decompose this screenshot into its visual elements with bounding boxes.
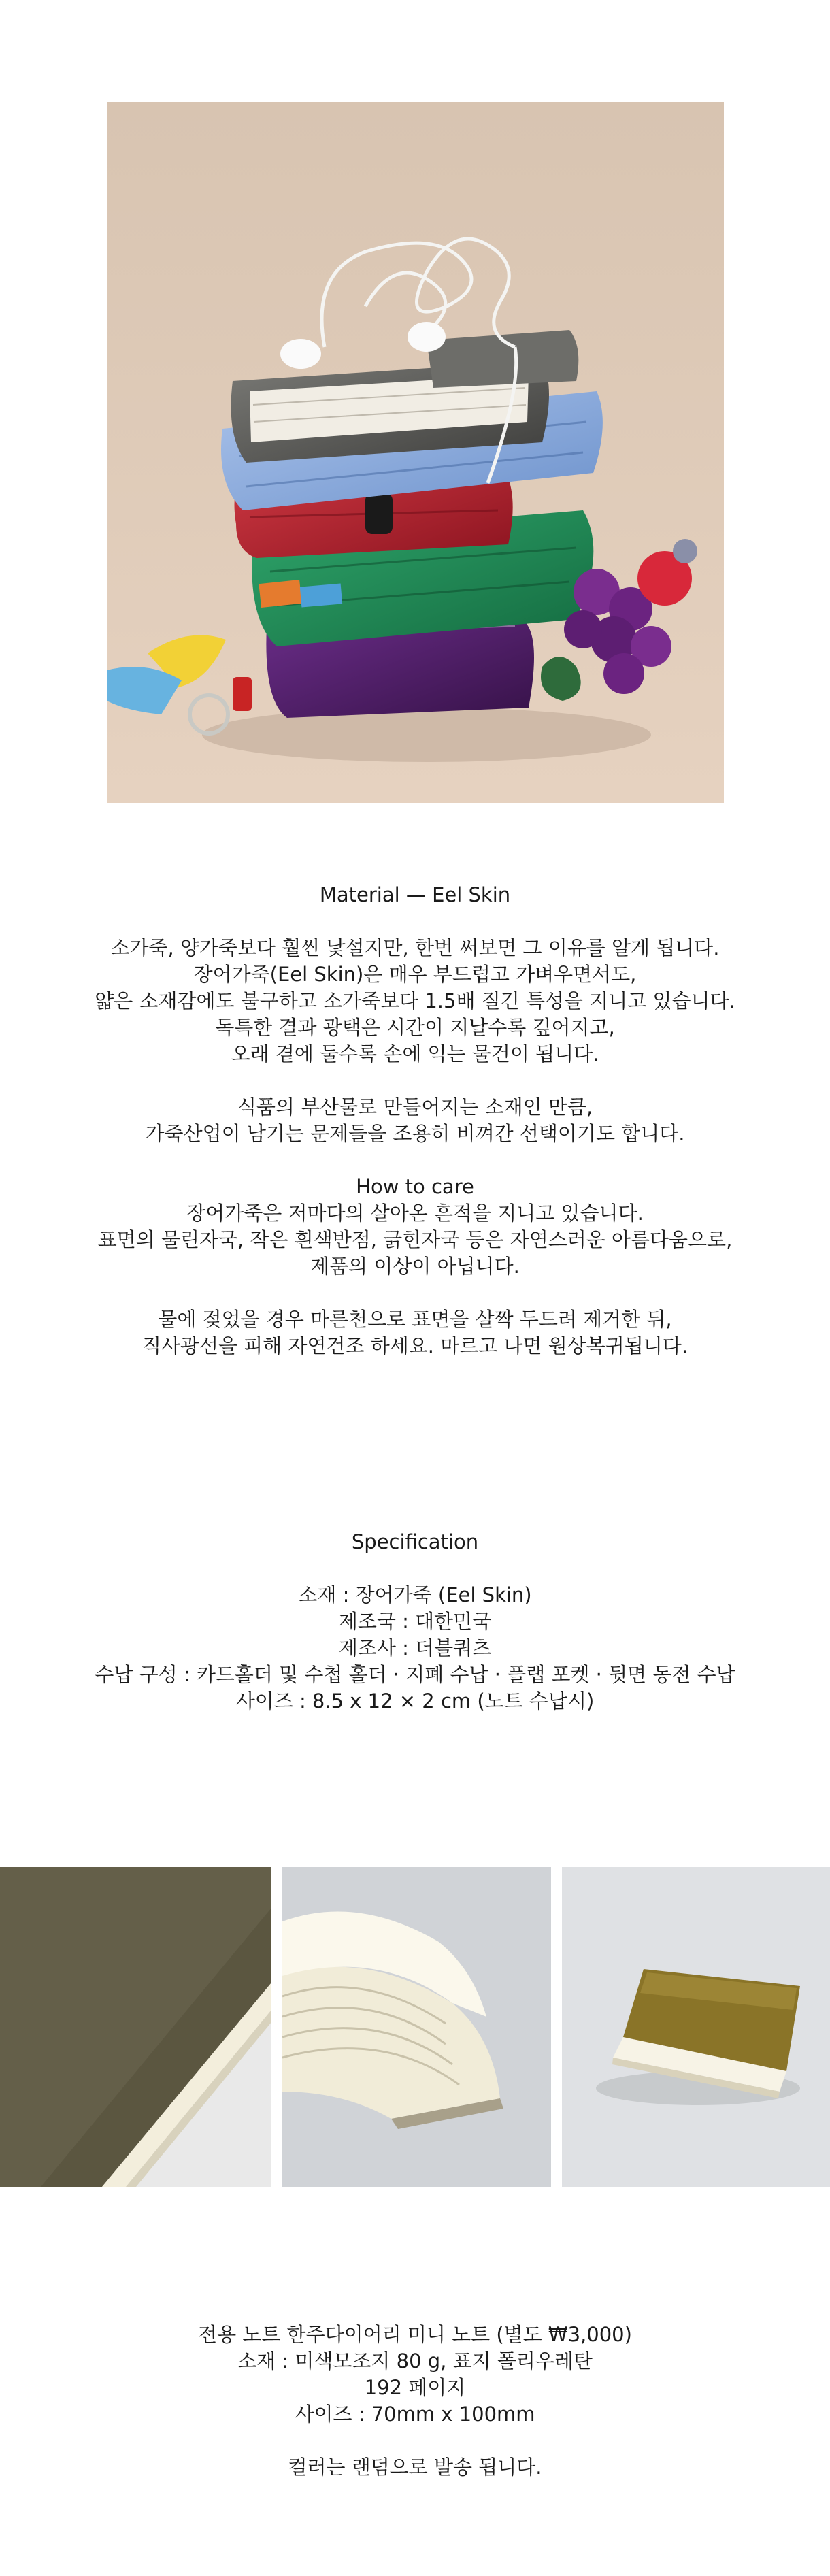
material-line: 독특한 결과 광택은 시간이 지날수록 깊어지고, <box>215 1016 615 1039</box>
notebook-closed-photo <box>562 1867 830 2187</box>
care-line: 장어가죽은 저마다의 살아온 흔적을 지니고 있습니다. <box>186 1202 644 1225</box>
specification-section <box>0 1529 830 1715</box>
note-line: 192 페이지 <box>364 2376 466 2399</box>
byproduct-line: 식품의 부산물로 만들어지는 소재인 만큼, <box>237 1095 593 1119</box>
color-notice: 컬러는 랜덤으로 발송 됩니다. <box>288 2456 542 2479</box>
care-line: 제품의 이상이 아닙니다. <box>310 1255 520 1278</box>
material-line: 장어가죽(Eel Skin)은 매우 부드럽고 가벼우면서도, <box>193 963 637 986</box>
spec-line: 소재 : 장어가죽 (Eel Skin) <box>298 1583 532 1606</box>
note-line: 전용 노트 한주다이어리 미니 노트 (별도 ₩3,000) <box>198 2323 632 2346</box>
spec-line: 수납 구성 : 카드홀더 및 수첩 홀더 · 지폐 수납 · 플랩 포켓 · 뒷면 동전 수납 <box>95 1663 735 1686</box>
notebook-pages-photo <box>282 1867 551 2187</box>
earbud-right <box>408 322 446 352</box>
note-line: 소재 : 미색모조지 80 g, 표지 폴리우레탄 <box>237 2349 593 2373</box>
spec-line: 사이즈 : 8.5 x 12 × 2 cm (노트 수납시) <box>235 1689 595 1713</box>
material-section <box>0 882 830 1359</box>
hero-product-photo <box>107 102 724 803</box>
care-heading: How to care <box>356 1175 474 1198</box>
spec-line: 제조국 : 대한민국 <box>338 1610 492 1633</box>
care-wet-line: 직사광선을 피해 자연건조 하세요. 마르고 나면 원상복귀됩니다. <box>142 1334 688 1357</box>
spec-line: 제조사 : 더블쿼츠 <box>338 1636 492 1659</box>
specification-heading: Specification <box>351 1530 479 1553</box>
notebook-cover-photo <box>0 1867 271 2187</box>
note-line: 사이즈 : 70mm x 100mm <box>295 2402 535 2426</box>
material-line: 얇은 소재감에도 불구하고 소가죽보다 1.5배 질긴 특성을 지니고 있습니다. <box>95 989 735 1012</box>
care-line: 표면의 물린자국, 작은 흰색반점, 긁힌자국 등은 자연스러운 아름다움으로, <box>97 1228 733 1251</box>
material-line: 소가죽, 양가죽보다 훨씬 낯설지만, 한번 써보면 그 이유를 알게 됩니다. <box>110 936 720 959</box>
care-wet-line: 물에 젖었을 경우 마른천으로 표면을 살짝 두드려 제거한 뒤, <box>158 1308 672 1331</box>
earbud-left <box>280 339 321 369</box>
byproduct-line: 가죽산업이 남기는 문제들을 조용히 비껴간 선택이기도 합니다. <box>145 1122 685 1145</box>
notebook-info-section <box>0 2322 830 2481</box>
material-heading: Material — Eel Skin <box>319 883 511 906</box>
material-line: 오래 곁에 둘수록 손에 익는 물건이 됩니다. <box>231 1042 599 1066</box>
